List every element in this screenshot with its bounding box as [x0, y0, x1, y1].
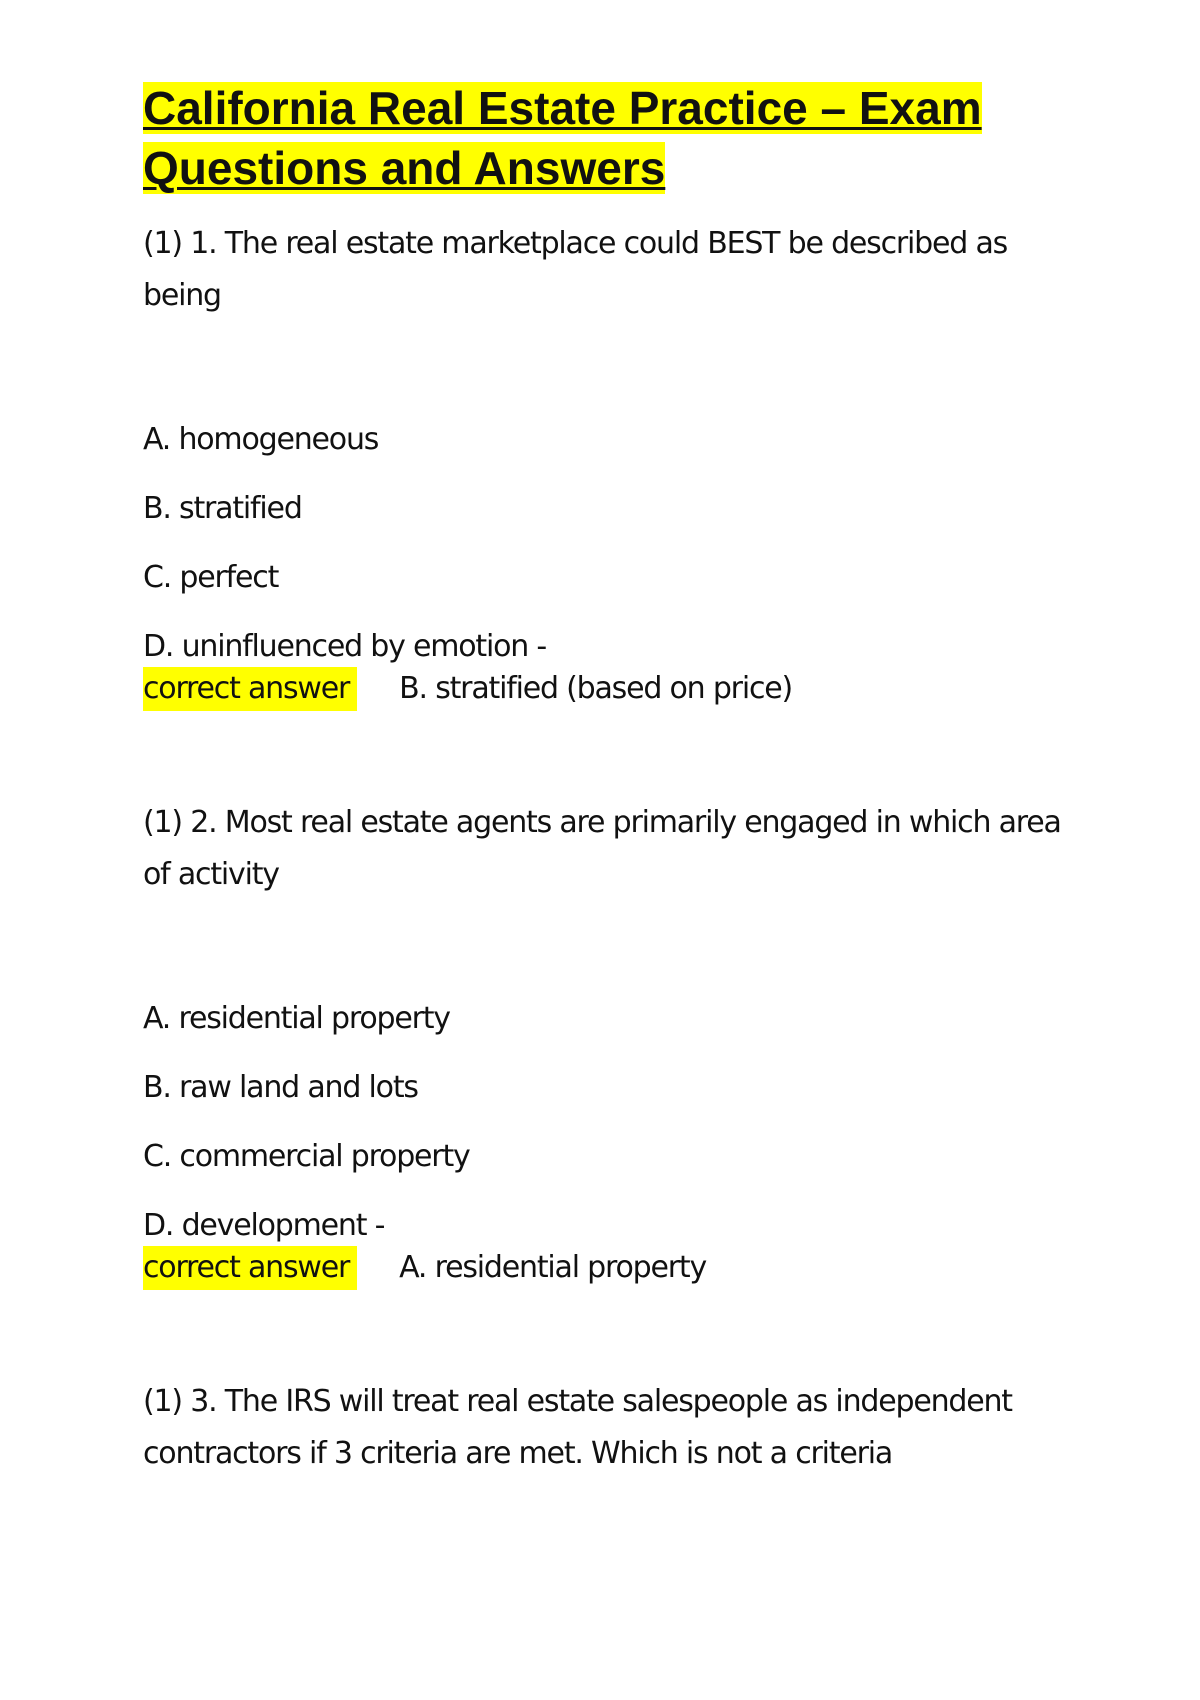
question-2-option-d: D. development -: [143, 1208, 385, 1243]
question-2-option-c: C. commercial property: [143, 1139, 470, 1174]
question-1-option-a: A. homogeneous: [143, 422, 379, 457]
question-2-answer: A. residential property: [399, 1250, 706, 1285]
question-1-option-b: B. stratified: [143, 491, 302, 526]
question-1-text: (1) 1. The real estate marketplace could BEST be described as being: [143, 226, 1008, 313]
question-1-option-d: D. uninfluenced by emotion -: [143, 629, 547, 664]
question-1-answer: B. stratified (based on price): [399, 671, 793, 706]
question-1-options: [143, 405, 1073, 681]
correct-answer-label: correct answer: [143, 667, 357, 711]
question-2-option-a: A. residential property: [143, 1001, 450, 1036]
document-title: [143, 78, 1073, 198]
question-2-text: (1) 2. Most real estate agents are primarily engaged in which area of activity: [143, 805, 1061, 892]
question-1-option-c: C. perfect: [143, 560, 279, 595]
question-2-option-b: B. raw land and lots: [143, 1070, 418, 1105]
question-3-block: [143, 1376, 1073, 1480]
document-page: [143, 78, 1073, 1480]
question-2-answer-row: [143, 1246, 1073, 1290]
question-2-options: [143, 984, 1073, 1260]
question-3-text: (1) 3. The IRS will treat real estate salespeople as independent contractors if 3 criteria are met. Which is not a criteria: [143, 1384, 1012, 1471]
title-text: California Real Estate Practice – Exam Questions and Answers: [143, 82, 982, 194]
question-1-answer-row: [143, 667, 1073, 711]
question-2-block: [143, 797, 1073, 1290]
correct-answer-label: correct answer: [143, 1246, 357, 1290]
